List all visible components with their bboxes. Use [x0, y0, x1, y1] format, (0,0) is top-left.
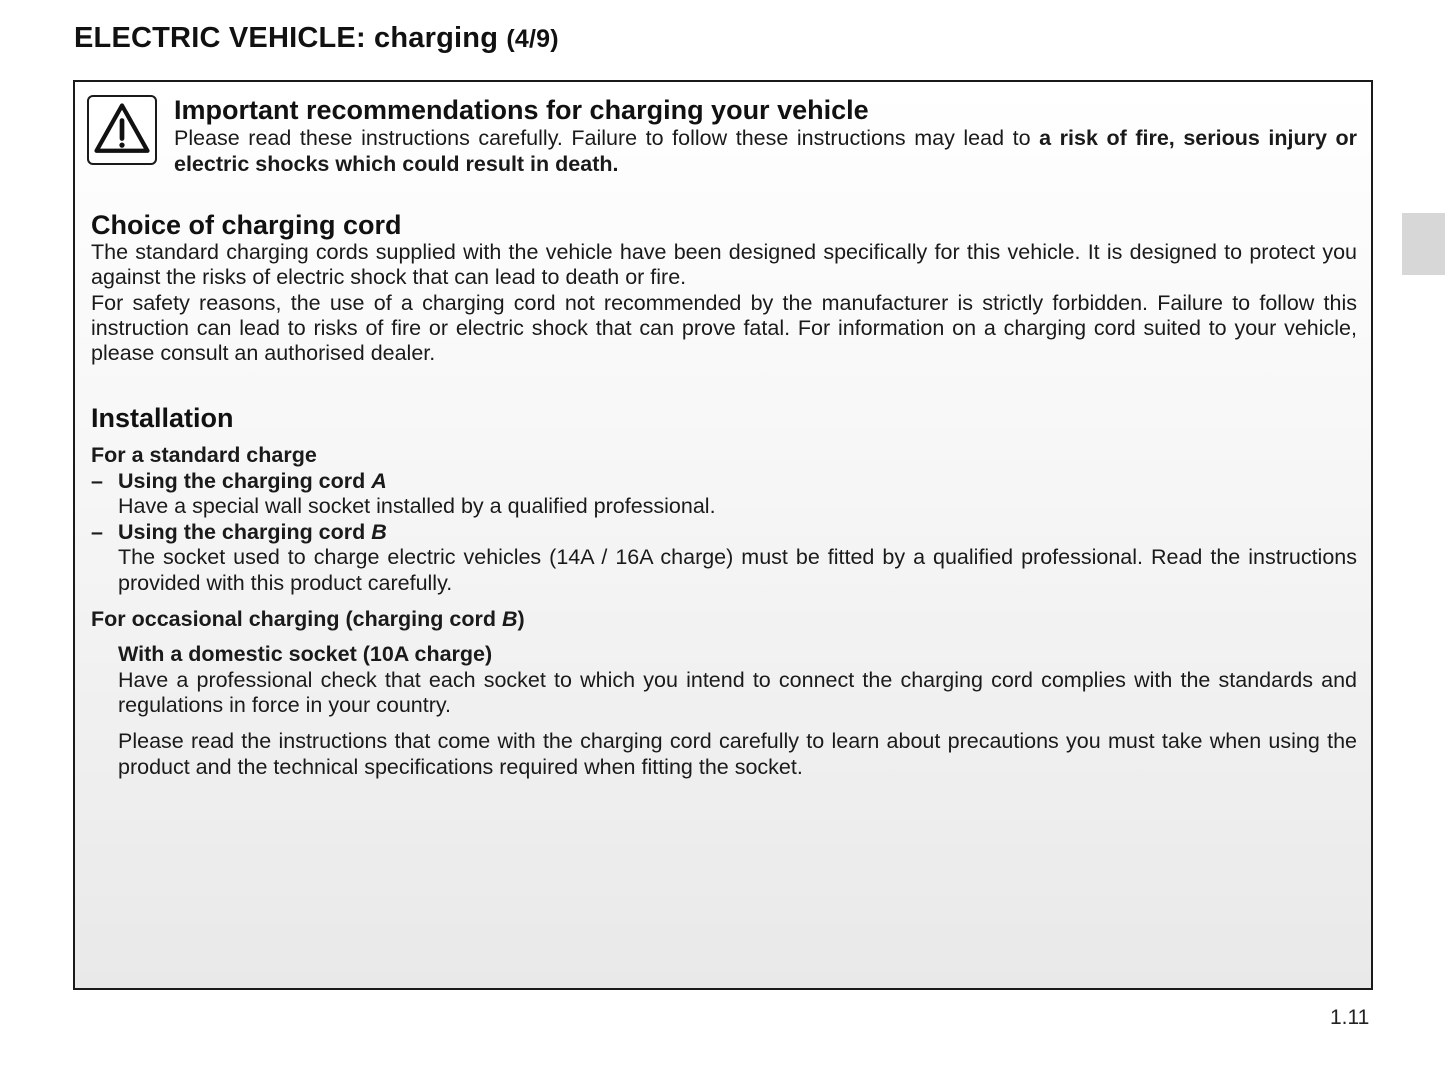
choice-heading: Choice of charging cord: [91, 210, 402, 240]
warning-triangle-graphic: [89, 97, 155, 163]
page-title-text: ELECTRIC VEHICLE: charging: [74, 22, 499, 54]
domestic-socket-heading: With a domestic socket (10A charge): [118, 642, 493, 667]
instructions-text: Please read the instructions that come with the charging cord carefully to learn about precautions you must take when using the product and the technical specifications required when fitting the socket.: [118, 729, 1357, 779]
occasional-charge-heading: [91, 607, 1357, 633]
occasional-heading-prefix: For occasional charging (charging cord: [91, 606, 502, 631]
content-box: [73, 80, 1373, 990]
domestic-socket-text: Have a professional check that each socket to which you intend to connect the charging cord complies with the standards and regulations in force in your country.: [118, 667, 1357, 718]
list-item-heading: [118, 520, 1357, 546]
list-item-label: Using the charging cord: [118, 519, 372, 544]
cord-letter: B: [371, 519, 387, 544]
page-part-indicator: (4/9): [506, 25, 559, 53]
occasional-heading-suffix: ): [517, 606, 525, 631]
warning-text-bold: a risk of fire, serious injury or electric shocks which could result in death.: [174, 126, 1358, 176]
warning-title: Important recommendations for charging your vehicle: [174, 95, 869, 125]
standard-charge-heading: For a standard charge: [91, 443, 317, 468]
warning-text: [174, 125, 1357, 177]
installation-section: [91, 403, 1357, 780]
domestic-socket-block: [91, 642, 1357, 780]
warning-block: [174, 95, 1357, 177]
dash-bullet: –: [91, 519, 103, 544]
choice-paragraph-2: For safety reasons, the use of a charging cord not recommended by the manufacturer is strictly forbidden. Failure to follow this instruction can lead to risks of fire or electric shock that can prove fatal. For information on a charging cord suited to your vehicle, please consult an authorised dealer.: [91, 290, 1357, 366]
choice-paragraph-1: The standard charging cords supplied with the vehicle have been designed specifically for this vehicle. It is designed to protect you against the risks of electric shock that can lead to death or fire.: [91, 240, 1357, 290]
body-area: [91, 210, 1357, 780]
installation-heading: Installation: [91, 403, 234, 434]
cord-letter: B: [501, 606, 518, 631]
warning-text-normal: Please read these instructions carefully. Failure to follow these instructions may lead to: [174, 126, 1040, 150]
list-item-text: The socket used to charge electric vehicles (14A / 16A charge) must be fitted by a qualified professional. Read the instructions provided with this product carefully.: [118, 545, 1357, 595]
choice-section: [91, 210, 1357, 366]
warning-triangle-icon: [87, 95, 157, 165]
list-item-heading: [118, 469, 1357, 495]
page-number: 1.11: [1330, 1006, 1370, 1029]
page-title: [74, 22, 559, 55]
dash-bullet: –: [91, 468, 103, 493]
list-item: [91, 469, 1357, 520]
list-item-label: Using the charging cord: [118, 468, 372, 493]
cord-letter: A: [371, 468, 387, 493]
list-item: [91, 520, 1357, 596]
chapter-thumb-tab: [1402, 213, 1445, 275]
list-item-text: Have a special wall socket installed by a qualified professional.: [118, 494, 716, 519]
